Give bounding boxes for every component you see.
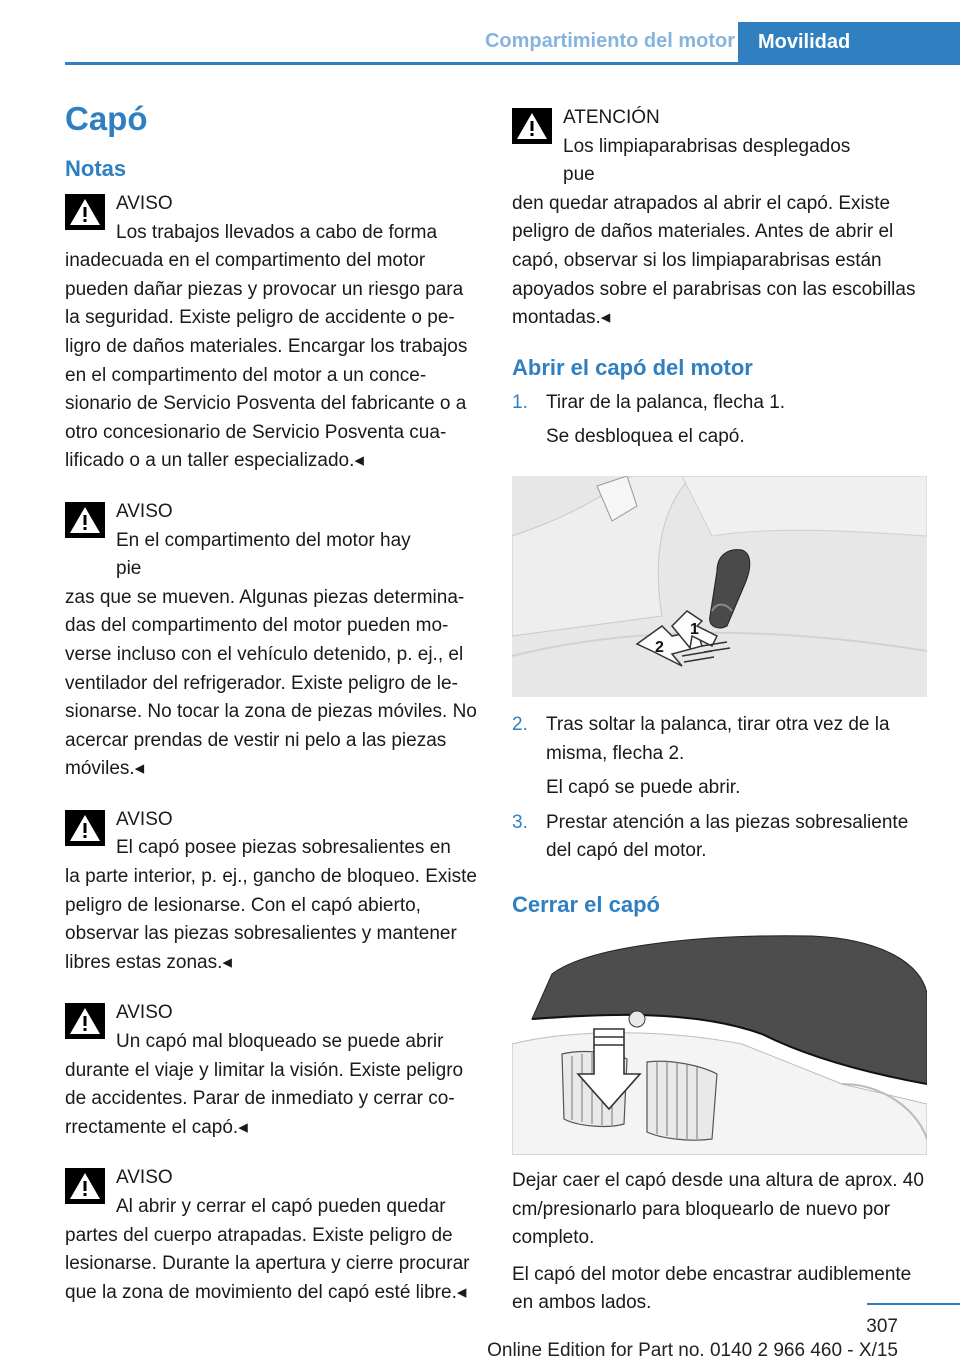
warning-4 [65, 999, 480, 1142]
warning-text-first: Un capó mal bloqueado se puede abrir [116, 1031, 444, 1053]
warning-text: la parte interior, p. ej., gancho de bloqueo. Existe peligro de lesionarse. Con el capó abierto, observar las piezas sobresalientes y mantener libres estas zonas.◂ [65, 866, 477, 973]
step-text: Prestar atención a las piezas sobresaliente del capó del motor. [546, 811, 909, 862]
close-hood-illustration [512, 934, 927, 1155]
warning-triangle-icon [512, 108, 552, 144]
warning-text-first: Al abrir y cerrar el capó pueden quedar [116, 1196, 446, 1217]
step-result: Se desbloquea el capó. [546, 426, 745, 448]
step-3 [512, 809, 927, 866]
warning-text: durante el viaje y limitar la visión. Existe peligro de accidentes. Parar de inmediato y cerrar correctamente el capó.◂ [65, 1059, 464, 1138]
attention-note [512, 104, 927, 333]
notes-heading: Notas [65, 156, 127, 181]
header-bar [65, 22, 960, 65]
warning-text: partes del cuerpo atrapadas. Existe peligro de lesionarse. Durante la apertura y cierre procurar que la zona de movimiento del capó esté libre.◂ [65, 1224, 470, 1303]
warning-label: AVISO [116, 193, 173, 214]
warning-label: AVISO [116, 1167, 173, 1189]
step-text: Tirar de la palanca, flecha 1. [546, 391, 786, 413]
step-number: 3. [512, 811, 528, 833]
warning-triangle-icon [65, 1003, 105, 1039]
warning-text: zas que se mueven. Algunas piezas determinadas del compartimento del motor pueden moverse incluso con el vehículo detenido, p. ej., el ventilador del refrigerador. Existe peligro de lesionarse. No tocar la zona de piezas móviles. No acercar prendas de vestir ni pelo a las piezas móviles.◂ [65, 586, 477, 780]
right-column [512, 92, 927, 1326]
close-hood-figure [512, 934, 927, 1155]
close-instruction-1: Dejar caer el capó desde una altura de aprox. 40 cm/presionarlo para bloquearlo de nuevo por completo. [512, 1169, 924, 1249]
hood-release-lever-figure [512, 476, 927, 697]
warning-triangle-icon [65, 194, 105, 230]
open-hood-heading: Abrir el capó del motor [512, 354, 753, 380]
warning-text: inadecuada en el compartimento del motor pueden dañar piezas y provocar un riesgo para la seguridad. Existe peligro de accidente o peligro de daños materiales. Encargar los trabajos en el compartimento del motor a un concesionario de Servicio Posventa del fabricante o a otro concesionario de Servicio Posventa cualificado o a un taller especializado.◂ [65, 250, 468, 472]
step-number: 2. [512, 713, 528, 735]
attention-text: den quedar atrapados al abrir el capó. Existe peligro de daños materiales. Antes de abrir el capó, observar si los limpiaparabrisas están apoyados sobre el parabrisas con las escobillas montadas.◂ [512, 192, 916, 329]
footer-rule [867, 1303, 960, 1305]
step-2 [512, 711, 927, 768]
arrow-2-label: 2 [655, 638, 664, 656]
warning-triangle-icon [65, 810, 105, 846]
edition-note: Online Edition for Part no. 0140 2 966 460 - X/15 [487, 1340, 898, 1361]
chapter-tab: Movilidad [738, 22, 960, 62]
attention-text-first: Los limpiaparabrisas desplegados pue [563, 135, 851, 186]
warning-triangle-icon [65, 1168, 105, 1204]
section-title: Compartimiento del motor [484, 30, 735, 52]
hood-release-lever-illustration [512, 476, 927, 697]
step-1 [512, 389, 927, 418]
warning-text-first: Los trabajos llevados a cabo de forma [116, 221, 438, 243]
warning-label: AVISO [116, 1002, 173, 1024]
warning-1 [65, 190, 480, 476]
step-result: El capó se puede abrir. [546, 777, 741, 799]
warning-2 [65, 498, 480, 784]
page-number: 307 [866, 1316, 898, 1337]
attention-label: ATENCIÓN [563, 107, 660, 128]
arrow-1-label: 1 [690, 620, 699, 638]
warning-3 [65, 806, 480, 978]
warning-text-first: El capó posee piezas sobresalientes en [116, 837, 451, 859]
warning-text-first: En el compartimento del motor hay pie [116, 529, 411, 580]
warning-label: AVISO [116, 808, 173, 830]
step-text: Tras soltar la palanca, tirar otra vez de la misma, flecha 2. [546, 713, 890, 764]
left-column [65, 92, 480, 1329]
close-instruction-2: El capó del motor debe encastrar audiblemente en ambos lados. [512, 1263, 912, 1314]
warning-5 [65, 1164, 480, 1307]
step-number: 1. [512, 391, 528, 413]
warning-triangle-icon [65, 502, 105, 538]
warning-label: AVISO [116, 500, 173, 522]
page-title: Capó [65, 100, 148, 137]
close-hood-heading: Cerrar el capó [512, 891, 660, 917]
